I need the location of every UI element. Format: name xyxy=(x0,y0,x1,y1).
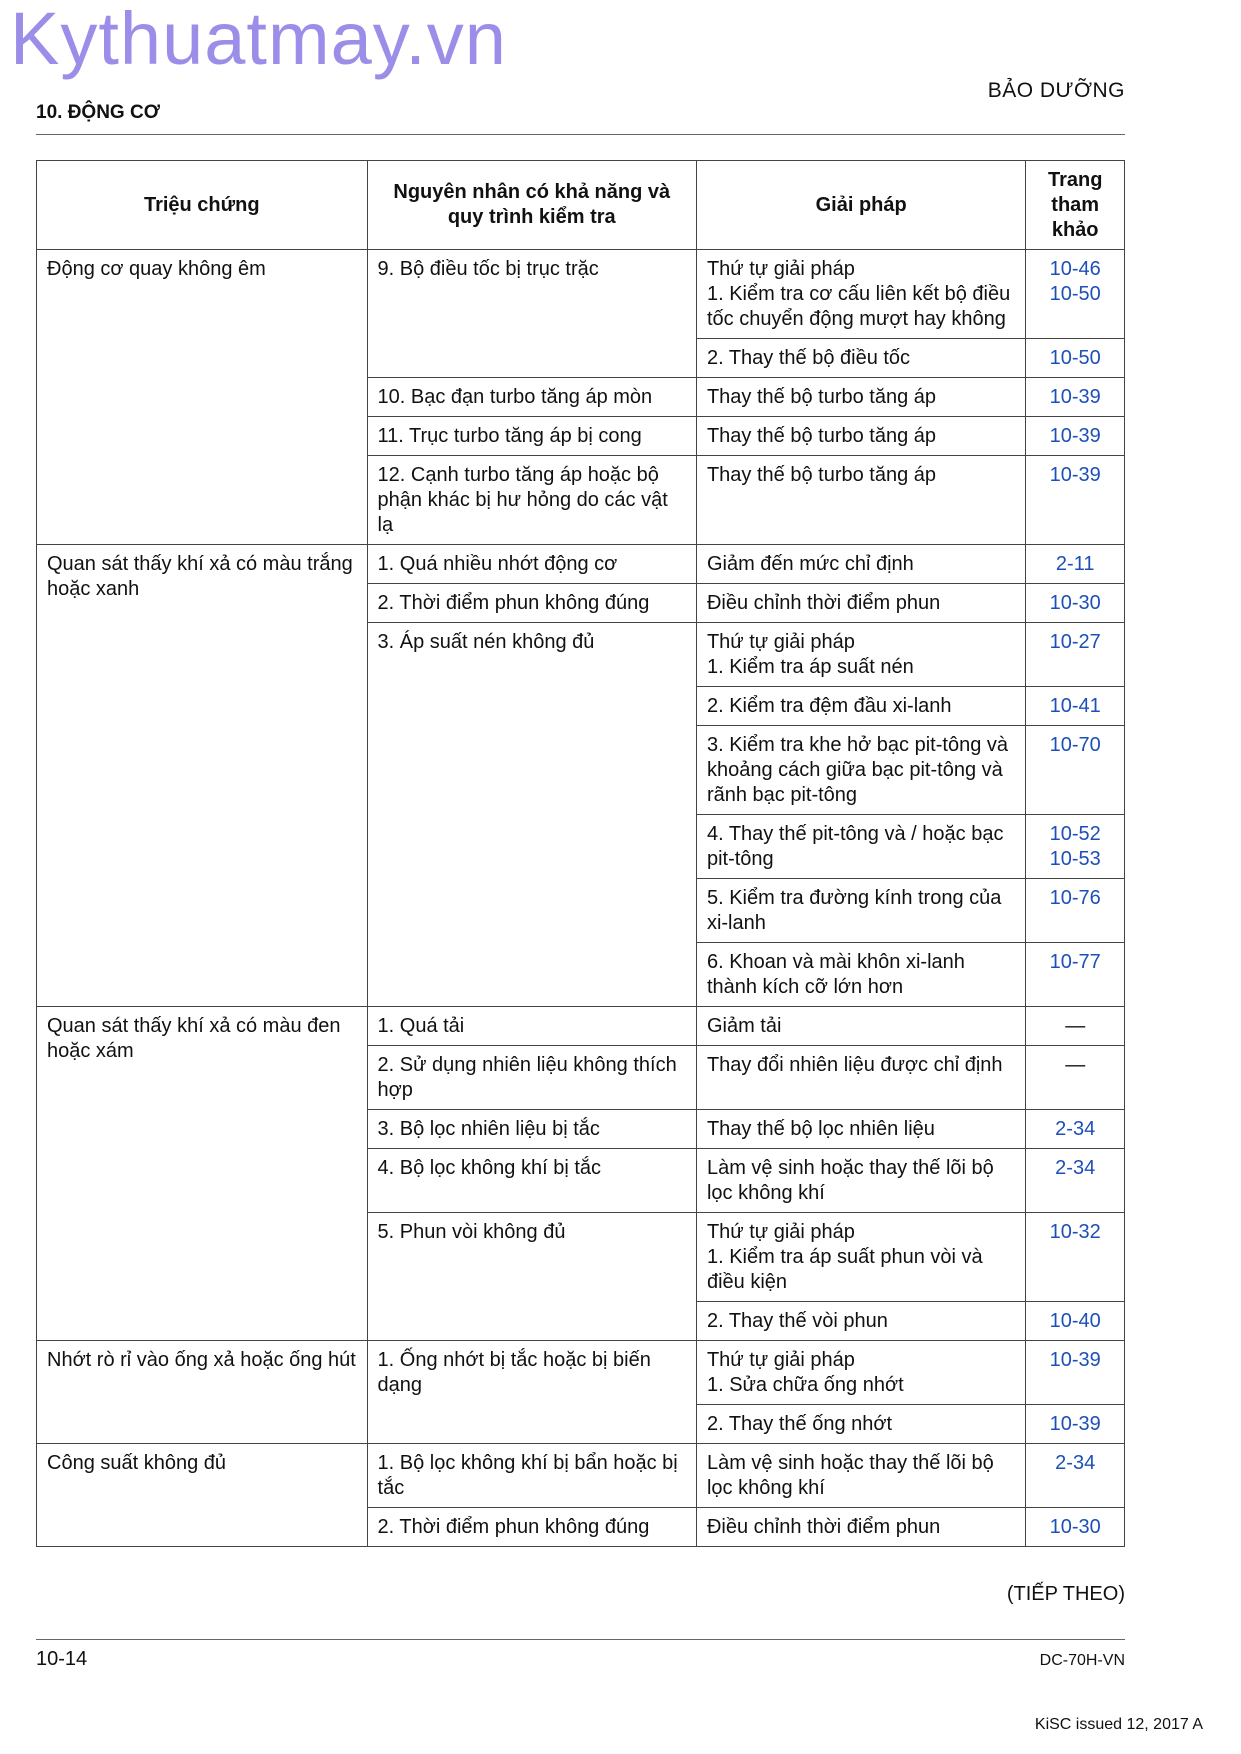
symptom-cell: Quan sát thấy khí xả có màu đen hoặc xám xyxy=(37,1007,368,1341)
reference-page-link[interactable]: 10-30 xyxy=(1026,584,1125,623)
reference-page-link[interactable]: 10-41 xyxy=(1026,687,1125,726)
cause-cell: 12. Cạnh turbo tăng áp hoặc bộ phận khác bị hư hỏng do các vật lạ xyxy=(367,456,696,545)
reference-page-link: — xyxy=(1026,1007,1125,1046)
reference-page-link[interactable]: 10-27 xyxy=(1026,623,1125,687)
reference-page-link[interactable]: 10-39 xyxy=(1026,1341,1125,1405)
solution-cell: Thay thế bộ turbo tăng áp xyxy=(696,378,1025,417)
solution-cell: Làm vệ sinh hoặc thay thế lõi bộ lọc không khí xyxy=(696,1149,1025,1213)
cause-cell: 11. Trục turbo tăng áp bị cong xyxy=(367,417,696,456)
document-code: DC-70H-VN xyxy=(1039,1652,1125,1669)
solution-cell: 3. Kiểm tra khe hở bạc pit-tông và khoảng cách giữa bạc pit-tông và rãnh bạc pit-tông xyxy=(696,726,1025,815)
chapter-category: BẢO DƯỠNG xyxy=(987,79,1125,102)
table-row xyxy=(37,1007,1125,1046)
table-row xyxy=(37,1341,1125,1405)
watermark-logo: Kythuatmay.vn xyxy=(10,0,507,80)
reference-page-link[interactable]: 10-40 xyxy=(1026,1302,1125,1341)
reference-page-link[interactable]: 10-52 10-53 xyxy=(1026,815,1125,879)
reference-page-link[interactable]: 10-39 xyxy=(1026,1405,1125,1444)
cause-cell: 3. Áp suất nén không đủ xyxy=(367,623,696,1007)
footer-divider xyxy=(36,1639,1125,1640)
reference-page-link[interactable]: 2-11 xyxy=(1026,545,1125,584)
issue-note: KiSC issued 12, 2017 A xyxy=(1034,1716,1203,1733)
solution-cell: Thứ tự giải pháp 1. Sửa chữa ống nhớt xyxy=(696,1341,1025,1405)
solution-cell: 2. Thay thế ống nhớt xyxy=(696,1405,1025,1444)
solution-cell: Thứ tự giải pháp 1. Kiểm tra cơ cấu liên kết bộ điều tốc chuyển động mượt hay không xyxy=(696,250,1025,339)
column-header-cause: Nguyên nhân có khả năng và quy trình kiểm tra xyxy=(367,161,696,250)
solution-cell: 6. Khoan và mài khôn xi-lanh thành kích cỡ lớn hơn xyxy=(696,943,1025,1007)
page-number: 10-14 xyxy=(36,1648,88,1670)
reference-page-link[interactable]: 10-70 xyxy=(1026,726,1125,815)
reference-page-link[interactable]: 10-30 xyxy=(1026,1508,1125,1547)
cause-cell: 9. Bộ điều tốc bị trục trặc xyxy=(367,250,696,378)
symptom-cell: Động cơ quay không êm xyxy=(37,250,368,545)
cause-cell: 10. Bạc đạn turbo tăng áp mòn xyxy=(367,378,696,417)
table-header-row xyxy=(37,161,1125,250)
symptom-cell: Quan sát thấy khí xả có màu trắng hoặc xanh xyxy=(37,545,368,1007)
column-header-symptom: Triệu chứng xyxy=(37,161,368,250)
reference-page-link[interactable]: 2-34 xyxy=(1026,1444,1125,1508)
continued-note: (TIẾP THEO) xyxy=(1006,1583,1125,1605)
solution-cell: Giảm đến mức chỉ định xyxy=(696,545,1025,584)
reference-page-link[interactable]: 10-39 xyxy=(1026,417,1125,456)
reference-page-link[interactable]: 10-39 xyxy=(1026,378,1125,417)
header-divider xyxy=(36,134,1125,135)
solution-cell: Thay thế bộ lọc nhiên liệu xyxy=(696,1110,1025,1149)
solution-cell: Điều chỉnh thời điểm phun xyxy=(696,1508,1025,1547)
reference-page-link[interactable]: 10-32 xyxy=(1026,1213,1125,1302)
solution-cell: 4. Thay thế pit-tông và / hoặc bạc pit-tông xyxy=(696,815,1025,879)
cause-cell: 3. Bộ lọc nhiên liệu bị tắc xyxy=(367,1110,696,1149)
column-header-solution: Giải pháp xyxy=(696,161,1025,250)
cause-cell: 5. Phun vòi không đủ xyxy=(367,1213,696,1341)
reference-page-link[interactable]: 10-76 xyxy=(1026,879,1125,943)
symptom-cell: Công suất không đủ xyxy=(37,1444,368,1547)
solution-cell: 2. Thay thế vòi phun xyxy=(696,1302,1025,1341)
solution-cell: Thay đổi nhiên liệu được chỉ định xyxy=(696,1046,1025,1110)
solution-cell: Thứ tự giải pháp 1. Kiểm tra áp suất phun vòi và điều kiện xyxy=(696,1213,1025,1302)
cause-cell: 4. Bộ lọc không khí bị tắc xyxy=(367,1149,696,1213)
cause-cell: 1. Quá tải xyxy=(367,1007,696,1046)
solution-cell: 2. Kiểm tra đệm đầu xi-lanh xyxy=(696,687,1025,726)
cause-cell: 1. Quá nhiều nhớt động cơ xyxy=(367,545,696,584)
table-row xyxy=(37,545,1125,584)
reference-page-link[interactable]: 10-50 xyxy=(1026,339,1125,378)
column-header-reference: Trang tham khảo xyxy=(1026,161,1125,250)
table-row xyxy=(37,1444,1125,1508)
troubleshooting-table xyxy=(36,160,1125,1547)
reference-page-link[interactable]: 2-34 xyxy=(1026,1110,1125,1149)
reference-page-link[interactable]: 10-39 xyxy=(1026,456,1125,545)
cause-cell: 2. Sử dụng nhiên liệu không thích hợp xyxy=(367,1046,696,1110)
reference-page-link[interactable]: 10-46 10-50 xyxy=(1026,250,1125,339)
symptom-cell: Nhớt rò rỉ vào ống xả hoặc ống hút xyxy=(37,1341,368,1444)
solution-cell: Giảm tải xyxy=(696,1007,1025,1046)
solution-cell: Thứ tự giải pháp 1. Kiểm tra áp suất nén xyxy=(696,623,1025,687)
cause-cell: 1. Bộ lọc không khí bị bẩn hoặc bị tắc xyxy=(367,1444,696,1508)
solution-cell: 5. Kiểm tra đường kính trong của xi-lanh xyxy=(696,879,1025,943)
table-body xyxy=(37,250,1125,1547)
reference-page-link[interactable]: 10-77 xyxy=(1026,943,1125,1007)
section-title: 10. ĐỘNG CƠ xyxy=(36,102,160,123)
solution-cell: Thay thế bộ turbo tăng áp xyxy=(696,417,1025,456)
solution-cell: 2. Thay thế bộ điều tốc xyxy=(696,339,1025,378)
cause-cell: 2. Thời điểm phun không đúng xyxy=(367,1508,696,1547)
reference-page-link: — xyxy=(1026,1046,1125,1110)
table-row xyxy=(37,250,1125,339)
cause-cell: 1. Ống nhớt bị tắc hoặc bị biến dạng xyxy=(367,1341,696,1444)
solution-cell: Điều chỉnh thời điểm phun xyxy=(696,584,1025,623)
solution-cell: Thay thế bộ turbo tăng áp xyxy=(696,456,1025,545)
cause-cell: 2. Thời điểm phun không đúng xyxy=(367,584,696,623)
reference-page-link[interactable]: 2-34 xyxy=(1026,1149,1125,1213)
solution-cell: Làm vệ sinh hoặc thay thế lõi bộ lọc không khí xyxy=(696,1444,1025,1508)
